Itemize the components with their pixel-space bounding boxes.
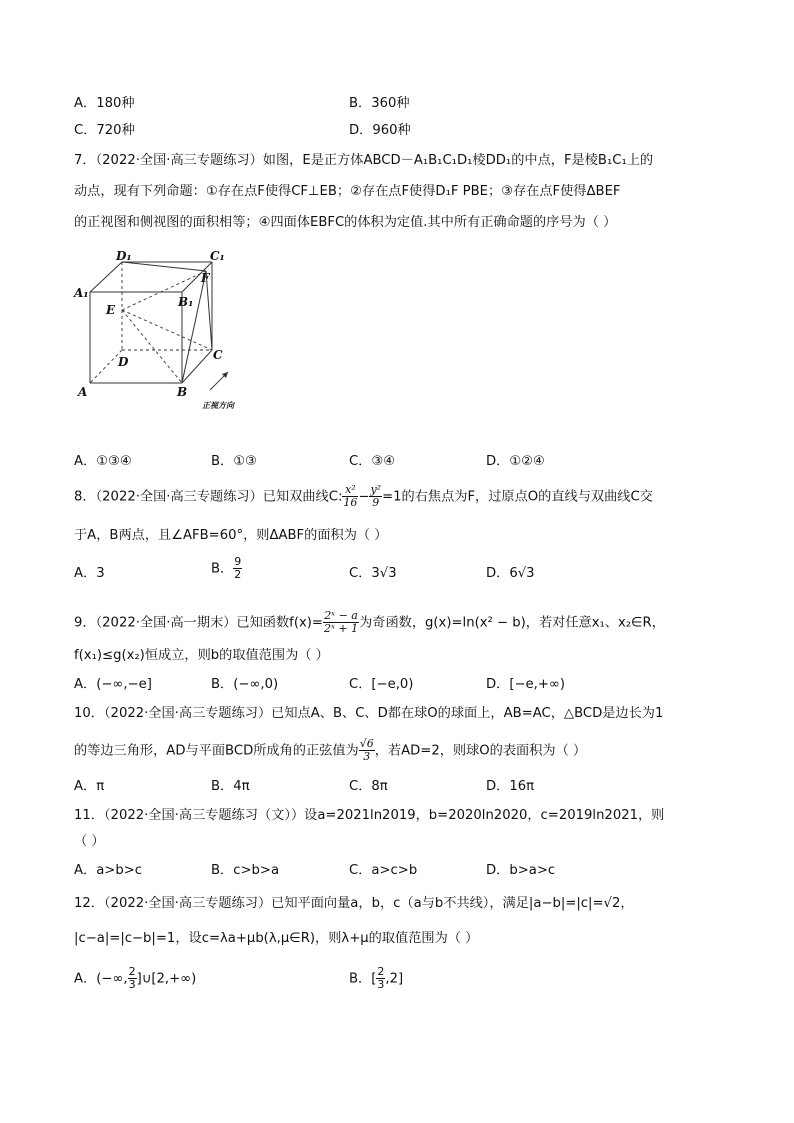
q9-fraction	[323, 610, 359, 635]
q12-option-b-pre: B．[	[349, 971, 377, 987]
label-d: D	[118, 355, 129, 369]
q6-option-d: D．960种	[349, 123, 411, 138]
label-a1: A₁	[74, 286, 89, 300]
q7-option-d: D．①②④	[486, 454, 545, 469]
label-b: B	[177, 385, 188, 399]
q10-line-2	[74, 738, 586, 763]
q8-fraction-x	[342, 484, 358, 509]
q12-option-b-num: 2	[377, 965, 385, 978]
q11-line-1: 11．（2022·全国·高三专题练习（文））设a=2021ln2019，b=2020ln2020，c=2019ln2021，则	[74, 808, 665, 823]
q11-option-b: B．c>b>a	[211, 863, 280, 878]
q12-option-a	[74, 966, 196, 991]
q11-option-c: C．a>c>b	[349, 863, 418, 878]
label-c1: C₁	[210, 249, 225, 263]
q11-option-a: A．a>b>c	[74, 863, 143, 878]
q12-option-a-den: 3	[128, 978, 136, 991]
q7-line-3: 的正视图和侧视图的面积相等；④四面体EBFC的体积为定值.其中所有正确命题的序号为（ ）	[74, 215, 617, 230]
q8-option-d: D．6√3	[486, 566, 535, 581]
q8-option-b-label: B．	[211, 561, 234, 577]
q12-option-b-den: 3	[377, 978, 385, 991]
q12-option-b-post: ,2]	[385, 971, 404, 987]
q7-line-1: 7．（2022·全国·高三专题练习）如图，E是正方体ABCD－A₁B₁C₁D₁棱DD₁的中点，F是棱B₁C₁上的	[74, 153, 654, 168]
q9-line-2: f(x₁)≤g(x₂)恒成立，则b的取值范围为（ ）	[74, 648, 329, 663]
q8-option-c: C．3√3	[349, 566, 397, 581]
q8-fraction-y	[369, 484, 382, 509]
q8-option-b	[211, 556, 242, 581]
q8-text-pre: 8．（2022·全国·高三专题练习）已知双曲线C:	[74, 489, 343, 505]
q10-line-1: 10．（2022·全国·高三专题练习）已知点A、B、C、D都在球O的球面上，AB=AC，△BCD是边长为1	[74, 706, 664, 721]
q10-text-pre: 的等边三角形，AD与平面BCD所成角的正弦值为	[74, 743, 359, 759]
edge-d1f	[122, 262, 206, 271]
q8-line-1	[74, 484, 653, 509]
q11-option-d: D．b>a>c	[486, 863, 556, 878]
label-f: F	[201, 271, 210, 285]
q6-option-c: C．720种	[74, 123, 135, 138]
q9-option-b: B．(−∞,0)	[211, 677, 279, 692]
q9-text-pre: 9．（2022·全国·高一期末）已知函数f(x)=	[74, 615, 323, 631]
label-a: A	[78, 385, 88, 399]
q12-line-2: |c−a|=|c−b|=1，设c=λa+μb(λ,μ∈R)，则λ+μ的取值范围为（ ）	[74, 931, 479, 946]
q7-option-c: C．③④	[349, 454, 396, 469]
q10-option-c: C．8π	[349, 779, 388, 794]
q9-option-d: D．[−e,+∞)	[486, 677, 566, 692]
q10-option-a: A．π	[74, 779, 105, 794]
q8-frac-x-num: x²	[342, 484, 358, 497]
q8-frac-y-den: 9	[372, 496, 380, 509]
q7-option-a: A．①③④	[74, 454, 132, 469]
q11-line-2: （ ）	[74, 834, 105, 849]
q8-option-b-den: 2	[234, 568, 242, 581]
label-c: C	[213, 348, 223, 362]
q9-line-1	[74, 610, 665, 635]
q9-option-a: A．(−∞,−e]	[74, 677, 152, 692]
cube-figure	[70, 240, 260, 420]
label-d1: D₁	[116, 249, 132, 263]
q10-text-post: ，若AD=2，则球O的表面积为（ ）	[374, 743, 587, 759]
q7-option-b: B．①③	[211, 454, 257, 469]
q12-option-a-post: ]∪[2,+∞)	[136, 971, 197, 987]
q8-minus: −	[358, 489, 370, 505]
q10-option-d: D．16π	[486, 779, 535, 794]
edge-bc	[182, 350, 212, 383]
q10-frac-den: 3	[363, 750, 371, 763]
q12-option-a-pre: A．(−∞,	[74, 971, 128, 987]
edge-a1d1	[90, 262, 122, 292]
q8-option-b-num: 9	[234, 555, 242, 568]
q12-option-b	[349, 966, 403, 991]
q7-line-2: 动点，现有下列命题：①存在点F使得CF⊥EB；②存在点F使得D₁F PBE；③存在点F使得ΔBEF	[74, 184, 621, 199]
q12-line-1: 12．（2022·全国·高三专题练习）已知平面向量a，b，c（a与b不共线），满足|a−b|=|c|=√2，	[74, 896, 634, 911]
q8-option-a: A．3	[74, 566, 105, 581]
edge-eb	[122, 310, 182, 383]
view-direction-caption: 正视方向	[202, 400, 234, 410]
q9-option-c: C．[−e,0)	[349, 677, 414, 692]
q10-fraction	[359, 738, 375, 763]
q8-frac-x-den: 16	[343, 496, 358, 509]
q8-option-b-fraction	[233, 556, 242, 581]
q9-frac-num: 2ˣ − a	[324, 609, 358, 622]
q9-frac-den: 2ˣ + 1	[323, 622, 359, 635]
q6-option-a: A．180种	[74, 96, 135, 111]
q8-frac-y-num: y²	[370, 483, 382, 496]
label-e: E	[106, 303, 116, 317]
label-b1: B₁	[178, 295, 194, 309]
q10-frac-num: √6	[359, 737, 374, 750]
edge-ec	[122, 310, 212, 350]
q8-text-post: =1的右焦点为F，过原点O的直线与双曲线C交	[382, 489, 653, 505]
q9-text-post: 为奇函数，g(x)=ln(x² − b)，若对任意x₁、x₂∈R，	[359, 615, 665, 631]
q12-option-a-fraction	[128, 966, 137, 991]
q12-option-a-num: 2	[128, 965, 136, 978]
q6-option-b: B．360种	[349, 96, 410, 111]
q10-option-b: B．4π	[211, 779, 250, 794]
q8-line-2: 于A，B两点，且∠AFB=60°，则ΔABF的面积为（ ）	[74, 528, 388, 543]
